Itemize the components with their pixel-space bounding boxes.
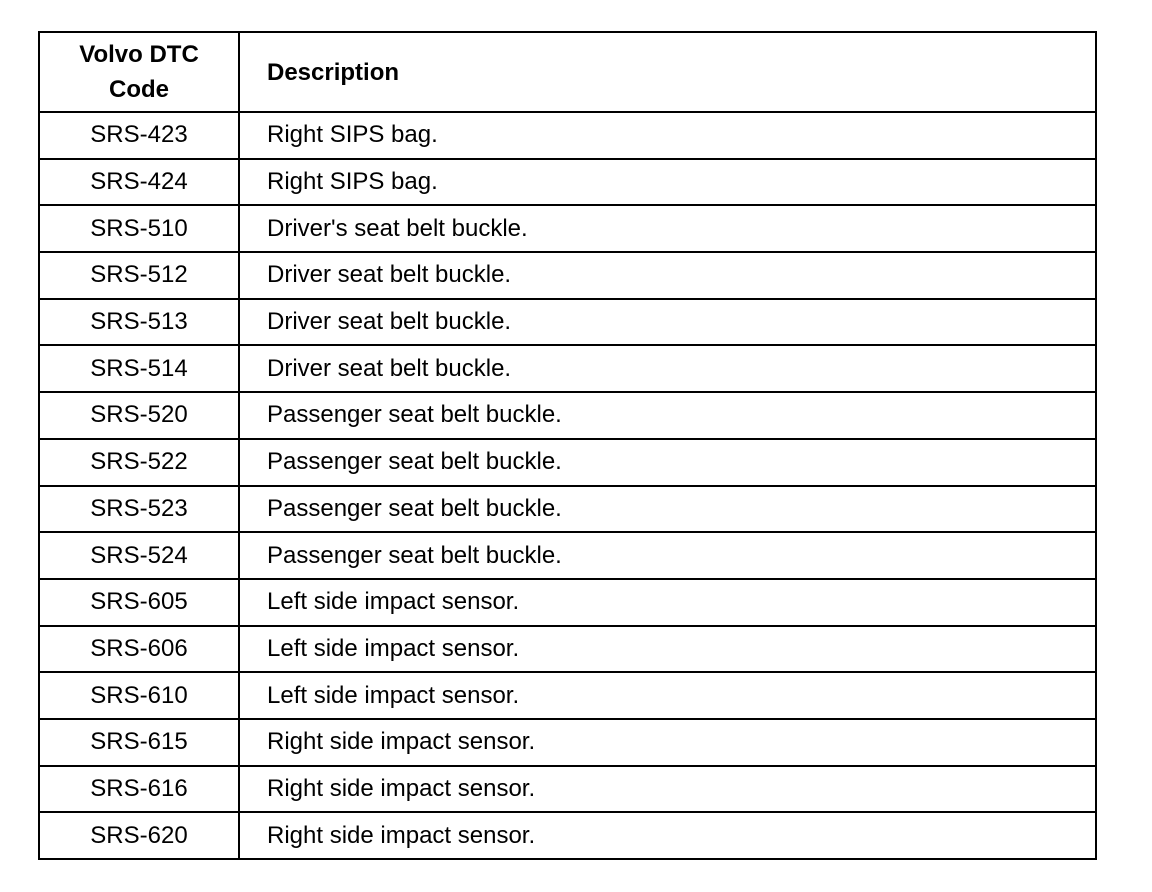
table-row [39,112,1096,159]
dtc-code-cell: SRS-514 [39,345,239,392]
column-header-description: Description [239,32,1096,112]
table-row [39,486,1096,533]
dtc-code-cell: SRS-423 [39,112,239,159]
table-row [39,439,1096,486]
dtc-code-cell: SRS-606 [39,626,239,673]
table-row [39,812,1096,859]
dtc-code-cell: SRS-522 [39,439,239,486]
dtc-code-cell: SRS-610 [39,672,239,719]
dtc-code-cell: SRS-524 [39,532,239,579]
table-row [39,345,1096,392]
table-body [39,112,1096,859]
dtc-code-cell: SRS-513 [39,299,239,346]
table-row [39,579,1096,626]
table-row [39,159,1096,206]
dtc-code-cell: SRS-520 [39,392,239,439]
column-header-code [39,32,239,112]
description-cell: Passenger seat belt buckle. [239,532,1096,579]
dtc-code-table [38,31,1097,860]
description-cell: Right side impact sensor. [239,766,1096,813]
table-row [39,626,1096,673]
header-row [39,32,1096,112]
table-row [39,252,1096,299]
description-cell: Driver seat belt buckle. [239,345,1096,392]
dtc-code-cell: SRS-620 [39,812,239,859]
table-row [39,532,1096,579]
description-cell: Driver's seat belt buckle. [239,205,1096,252]
description-cell: Left side impact sensor. [239,579,1096,626]
dtc-code-cell: SRS-523 [39,486,239,533]
table-row [39,392,1096,439]
dtc-code-cell: SRS-424 [39,159,239,206]
column-header-code-line2: Code [109,76,169,103]
description-cell: Driver seat belt buckle. [239,252,1096,299]
dtc-code-cell: SRS-605 [39,579,239,626]
table-row [39,672,1096,719]
table-row [39,719,1096,766]
dtc-code-cell: SRS-616 [39,766,239,813]
table-row [39,766,1096,813]
description-cell: Right SIPS bag. [239,112,1096,159]
description-cell: Right side impact sensor. [239,719,1096,766]
dtc-code-cell: SRS-615 [39,719,239,766]
table-header [39,32,1096,112]
description-cell: Right side impact sensor. [239,812,1096,859]
description-cell: Passenger seat belt buckle. [239,439,1096,486]
column-header-code-line1: Volvo DTC [79,41,199,68]
table-row [39,205,1096,252]
dtc-code-cell: SRS-510 [39,205,239,252]
dtc-code-cell: SRS-512 [39,252,239,299]
description-cell: Left side impact sensor. [239,672,1096,719]
description-cell: Driver seat belt buckle. [239,299,1096,346]
description-cell: Passenger seat belt buckle. [239,486,1096,533]
description-cell: Right SIPS bag. [239,159,1096,206]
description-cell: Passenger seat belt buckle. [239,392,1096,439]
table-row [39,299,1096,346]
description-cell: Left side impact sensor. [239,626,1096,673]
